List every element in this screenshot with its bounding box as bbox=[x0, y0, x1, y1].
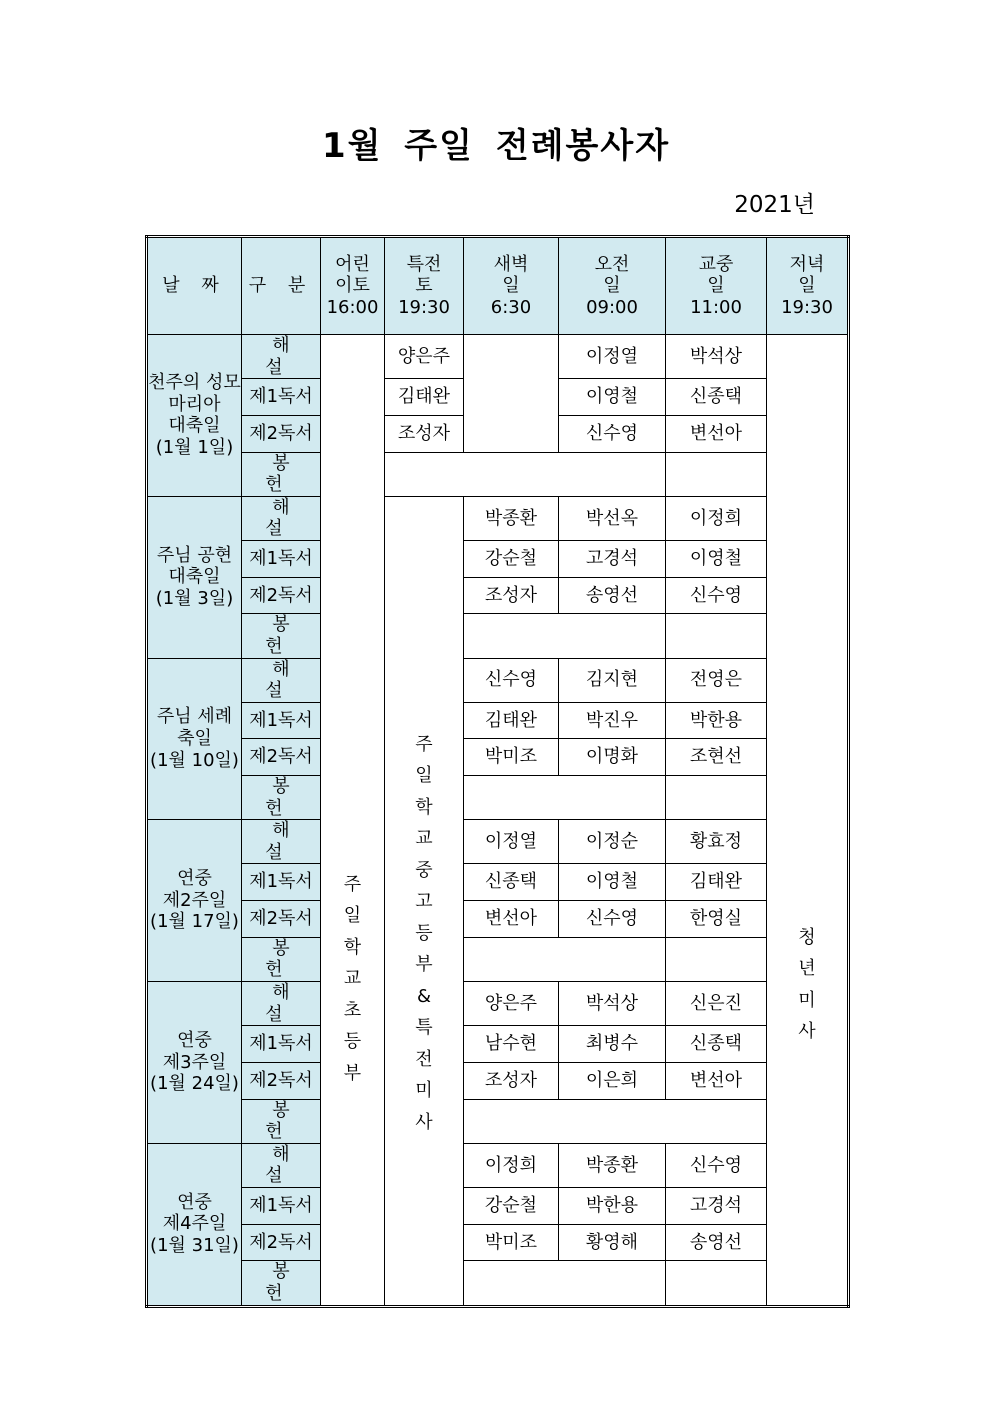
role-commentary: 해 설 bbox=[242, 335, 321, 379]
table-row bbox=[147, 1099, 849, 1143]
community-sun-cell bbox=[666, 937, 767, 981]
role-reading2: 제2독서 bbox=[242, 1224, 321, 1261]
role-commentary: 해 설 bbox=[242, 982, 321, 1026]
morning-sun-cell: 박한용 bbox=[559, 1187, 666, 1224]
role-commentary: 해 설 bbox=[242, 658, 321, 702]
role-reading2: 제2독서 bbox=[242, 577, 321, 614]
dawn-sun-cell: 이정희 bbox=[464, 1143, 559, 1187]
role-offering: 봉 헌 bbox=[242, 1261, 321, 1306]
community-sun-cell: 이정희 bbox=[666, 496, 767, 540]
dawn-sun-cell: 신수영 bbox=[464, 658, 559, 702]
morning-sun-cell: 신수영 bbox=[559, 901, 666, 938]
morning-sun-cell: 박종환 bbox=[559, 1143, 666, 1187]
offering-empty-cell bbox=[464, 776, 666, 820]
table-row bbox=[147, 820, 849, 864]
morning-sun-cell: 송영선 bbox=[559, 577, 666, 614]
dawn-sun-cell: 김태완 bbox=[464, 702, 559, 739]
table-row bbox=[147, 452, 849, 496]
morning-sun-cell: 이은희 bbox=[559, 1062, 666, 1099]
special-sat-cell: 양은주 bbox=[385, 335, 464, 379]
role-offering: 봉 헌 bbox=[242, 614, 321, 658]
morning-sun-cell: 박석상 bbox=[559, 982, 666, 1026]
morning-sun-cell: 이정순 bbox=[559, 820, 666, 864]
date-cell: 주님 세례 축일 (1월 10일) bbox=[147, 658, 242, 820]
offering-empty-cell bbox=[464, 614, 666, 658]
role-offering: 봉 헌 bbox=[242, 937, 321, 981]
header-special-sat: 특전 토 19:30 bbox=[385, 237, 464, 335]
role-reading1: 제1독서 bbox=[242, 379, 321, 416]
table-row bbox=[147, 1062, 849, 1099]
dawn-sun-cell: 조성자 bbox=[464, 1062, 559, 1099]
table-row bbox=[147, 864, 849, 901]
community-sun-cell bbox=[666, 452, 767, 496]
community-sun-cell: 박석상 bbox=[666, 335, 767, 379]
role-reading2: 제2독서 bbox=[242, 1062, 321, 1099]
role-reading2: 제2독서 bbox=[242, 739, 321, 776]
table-row bbox=[147, 1187, 849, 1224]
table-row bbox=[147, 496, 849, 540]
page-title: 1월 주일 전례봉사자 bbox=[321, 126, 671, 166]
offering-empty-cell bbox=[464, 1261, 666, 1306]
community-sun-cell: 김태완 bbox=[666, 864, 767, 901]
date-cell: 연중 제4주일 (1월 31일) bbox=[147, 1143, 242, 1306]
role-reading1: 제1독서 bbox=[242, 864, 321, 901]
community-sun-cell: 신종택 bbox=[666, 1026, 767, 1063]
community-sun-cell: 이영철 bbox=[666, 540, 767, 577]
community-sun-cell: 고경석 bbox=[666, 1187, 767, 1224]
morning-sun-cell: 최병수 bbox=[559, 1026, 666, 1063]
table-row bbox=[147, 982, 849, 1026]
table-row bbox=[147, 937, 849, 981]
community-sun-cell: 조현선 bbox=[666, 739, 767, 776]
table-row bbox=[147, 335, 849, 379]
header-dawn-sun: 새벽 일 6:30 bbox=[464, 237, 559, 335]
community-sun-cell: 황효정 bbox=[666, 820, 767, 864]
table-row bbox=[147, 1026, 849, 1063]
role-offering: 봉 헌 bbox=[242, 452, 321, 496]
header-community-sun: 교중 일 11:00 bbox=[666, 237, 767, 335]
table-row bbox=[147, 1261, 849, 1306]
special-sat-cell: 조성자 bbox=[385, 415, 464, 452]
offering-empty-cell bbox=[385, 452, 666, 496]
header-date: 날 짜 bbox=[147, 237, 242, 335]
dawn-sun-cell: 남수현 bbox=[464, 1026, 559, 1063]
role-reading1: 제1독서 bbox=[242, 702, 321, 739]
header-children-sat: 어린 이토 16:00 bbox=[321, 237, 385, 335]
special-sat-cell: 김태완 bbox=[385, 379, 464, 416]
morning-sun-cell: 이명화 bbox=[559, 739, 666, 776]
role-offering: 봉 헌 bbox=[242, 1099, 321, 1143]
morning-sun-cell: 이영철 bbox=[559, 379, 666, 416]
dawn-sun-cell: 이정열 bbox=[464, 820, 559, 864]
children-sat-vertical-label: 주 일 학 교 초 등 부 bbox=[321, 335, 385, 1307]
offering-empty-cell bbox=[464, 1099, 767, 1143]
role-commentary: 해 설 bbox=[242, 820, 321, 864]
table-row bbox=[147, 1224, 849, 1261]
role-reading1: 제1독서 bbox=[242, 1026, 321, 1063]
offering-empty-cell bbox=[464, 937, 666, 981]
community-sun-cell bbox=[666, 776, 767, 820]
table-row bbox=[147, 739, 849, 776]
community-sun-cell: 송영선 bbox=[666, 1224, 767, 1261]
role-commentary: 해 설 bbox=[242, 496, 321, 540]
table-row bbox=[147, 702, 849, 739]
role-reading1: 제1독서 bbox=[242, 1187, 321, 1224]
community-sun-cell: 변선아 bbox=[666, 1062, 767, 1099]
community-sun-cell bbox=[666, 1261, 767, 1306]
morning-sun-cell: 이정열 bbox=[559, 335, 666, 379]
date-cell: 연중 제2주일 (1월 17일) bbox=[147, 820, 242, 982]
dawn-sun-cell: 양은주 bbox=[464, 982, 559, 1026]
role-reading2: 제2독서 bbox=[242, 415, 321, 452]
year-label: 2021년 bbox=[734, 192, 815, 218]
community-sun-cell: 신수영 bbox=[666, 1143, 767, 1187]
date-cell: 연중 제3주일 (1월 24일) bbox=[147, 982, 242, 1144]
community-sun-cell: 신수영 bbox=[666, 577, 767, 614]
community-sun-cell: 한영실 bbox=[666, 901, 767, 938]
community-sun-cell: 전영은 bbox=[666, 658, 767, 702]
role-commentary: 해 설 bbox=[242, 1143, 321, 1187]
table-row bbox=[147, 577, 849, 614]
morning-sun-cell: 황영해 bbox=[559, 1224, 666, 1261]
header-morning-sun: 오전 일 09:00 bbox=[559, 237, 666, 335]
schedule-table bbox=[145, 235, 850, 1308]
morning-sun-cell: 박선옥 bbox=[559, 496, 666, 540]
community-sun-cell bbox=[666, 614, 767, 658]
table-row bbox=[147, 540, 849, 577]
table-row bbox=[147, 901, 849, 938]
header-category: 구 분 bbox=[242, 237, 321, 335]
dawn-sun-empty-cell bbox=[464, 335, 559, 453]
dawn-sun-cell: 강순철 bbox=[464, 1187, 559, 1224]
header-row bbox=[147, 237, 849, 335]
morning-sun-cell: 이영철 bbox=[559, 864, 666, 901]
dawn-sun-cell: 박미조 bbox=[464, 1224, 559, 1261]
dawn-sun-cell: 박종환 bbox=[464, 496, 559, 540]
community-sun-cell: 변선아 bbox=[666, 415, 767, 452]
date-cell: 천주의 성모 마리아 대축일 (1월 1일) bbox=[147, 335, 242, 497]
table-row bbox=[147, 658, 849, 702]
community-sun-cell: 신종택 bbox=[666, 379, 767, 416]
date-cell: 주님 공현 대축일 (1월 3일) bbox=[147, 496, 242, 658]
role-reading1: 제1독서 bbox=[242, 540, 321, 577]
dawn-sun-cell: 신종택 bbox=[464, 864, 559, 901]
morning-sun-cell: 신수영 bbox=[559, 415, 666, 452]
community-sun-cell: 신은진 bbox=[666, 982, 767, 1026]
dawn-sun-cell: 변선아 bbox=[464, 901, 559, 938]
table-row bbox=[147, 614, 849, 658]
morning-sun-cell: 고경석 bbox=[559, 540, 666, 577]
community-sun-cell: 박한용 bbox=[666, 702, 767, 739]
header-evening-sun: 저녁 일 19:30 bbox=[767, 237, 849, 335]
morning-sun-cell: 김지현 bbox=[559, 658, 666, 702]
role-offering: 봉 헌 bbox=[242, 776, 321, 820]
special-sat-vertical-label: 주 일 학 교 중 고 등 부 & 특 전 미 사 bbox=[385, 496, 464, 1306]
table-row bbox=[147, 776, 849, 820]
table-row bbox=[147, 1143, 849, 1187]
dawn-sun-cell: 박미조 bbox=[464, 739, 559, 776]
dawn-sun-cell: 강순철 bbox=[464, 540, 559, 577]
morning-sun-cell: 박진우 bbox=[559, 702, 666, 739]
role-reading2: 제2독서 bbox=[242, 901, 321, 938]
dawn-sun-cell: 조성자 bbox=[464, 577, 559, 614]
evening-sun-vertical-label: 청 년 미 사 bbox=[767, 335, 849, 1307]
